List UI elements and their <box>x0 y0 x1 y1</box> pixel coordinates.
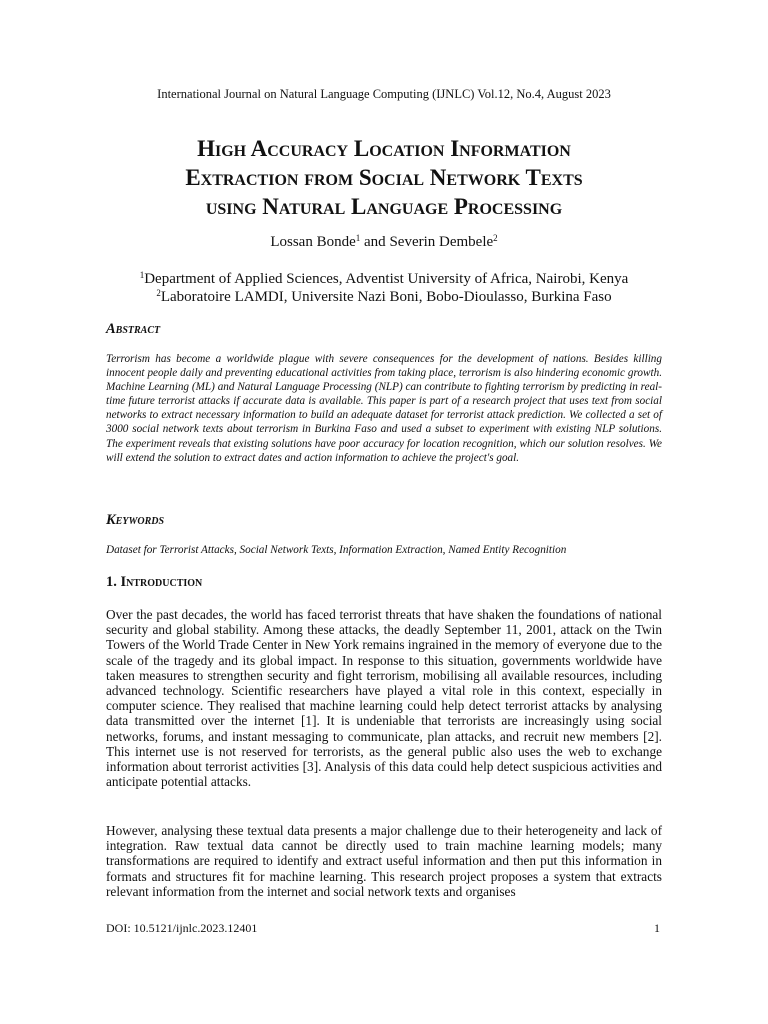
affiliation-1 <box>0 270 768 288</box>
title-line-2: Extraction from Social Network Texts <box>185 165 583 190</box>
title-line-3: using Natural Language Processing <box>205 194 563 219</box>
abstract-text: Terrorism has become a worldwide plague with severe consequences for the development of nations. Besides killing innocent people daily and preventing educational activities from taking place, terrorism is also hindering economic growth. Machine Learning (ML) and Natural Language Processing (NLP) can contribute to fighting terrorism by predicting in real-time future terrorist attacks if accurate data is available. This paper is part of a research project that uses text from social networks to extract necessary information to build an adequate dataset for terrorist attack prediction. We collected a set of 3000 social network texts about terrorism in Burkina Faso and used a subset to experiment with existing NLP solutions. The experiment reveals that existing solutions have poor accuracy for location recognition, which our solution resolves. We will extend the solution to extract dates and action information to achieve the project's goal. <box>106 353 662 464</box>
title-line-1: High Accuracy Location Information <box>197 136 571 161</box>
keywords-heading: Keywords <box>106 512 165 528</box>
footer-doi: DOI: 10.5121/ijnlc.2023.12401 <box>106 921 258 935</box>
affiliation-1-sup: 1 <box>139 270 145 280</box>
authors <box>0 234 768 251</box>
paper-title <box>60 134 708 221</box>
page-number: 1 <box>654 921 660 935</box>
author-1-name: Lossan Bonde <box>270 234 356 250</box>
author-2-sup: 2 <box>493 233 498 243</box>
keywords-text: Dataset for Terrorist Attacks, Social Network Texts, Information Extraction, Named Entity Recognition <box>106 544 567 556</box>
author-conjunction: and <box>360 234 390 250</box>
author-2-name: Severin Dembele <box>389 234 494 250</box>
author-1-sup: 1 <box>355 233 361 243</box>
affiliation-1-text: Department of Applied Sciences, Adventist University of Africa, Nairobi, Kenya <box>144 271 629 287</box>
running-head: International Journal on Natural Language Computing (IJNLC) Vol.12, No.4, August 2023 <box>157 87 611 101</box>
affiliation-2-sup: 2 <box>156 288 161 298</box>
affiliation-2-text: Laboratoire LAMDI, Universite Nazi Boni, Bobo-Dioulasso, Burkina Faso <box>160 289 612 305</box>
introduction-paragraph-1: Over the past decades, the world has faced terrorist threats that have shaken the foundations of national security and global stability. Among these attacks, the deadly September 11, 2001, attack on the Twin Towers of the World Trade Center in New York remains ingrained in the memory of everyone due to the scale of the tragedy and its global impact. In response to this situation, governments worldwide have taken measures to strengthen security and fight terrorism, mobilising all available resources, including advanced technology. Scientific researchers have played a vital role in this context, especially in computer science. They realised that machine learning could help detect terrorist attacks by analysing data transmitted over the internet [1]. It is undeniable that terrorists are increasingly using social networks, forums, and instant messaging to communicate, plan attacks, and recruit new members [2]. This internet use is not reserved for terrorists, as the general public also uses the web to exchange information about terrorist activities [3]. Analysis of this data could help detect suspicious activities and anticipate potential attacks. <box>106 607 662 790</box>
introduction-paragraph-2: However, analysing these textual data presents a major challenge due to their heterogeneity and lack of integration. Raw textual data cannot be directly used to train machine learning models; many transformations are required to identify and extract useful information and then put this information in formats and structures fit for machine learning. This research project proposes a system that extracts relevant information from the internet and social network texts and organises <box>106 823 662 899</box>
affiliation-2 <box>0 288 768 306</box>
abstract-heading: Abstract <box>106 321 161 337</box>
affiliations <box>0 270 768 306</box>
introduction-heading: 1. Introduction <box>106 574 203 590</box>
